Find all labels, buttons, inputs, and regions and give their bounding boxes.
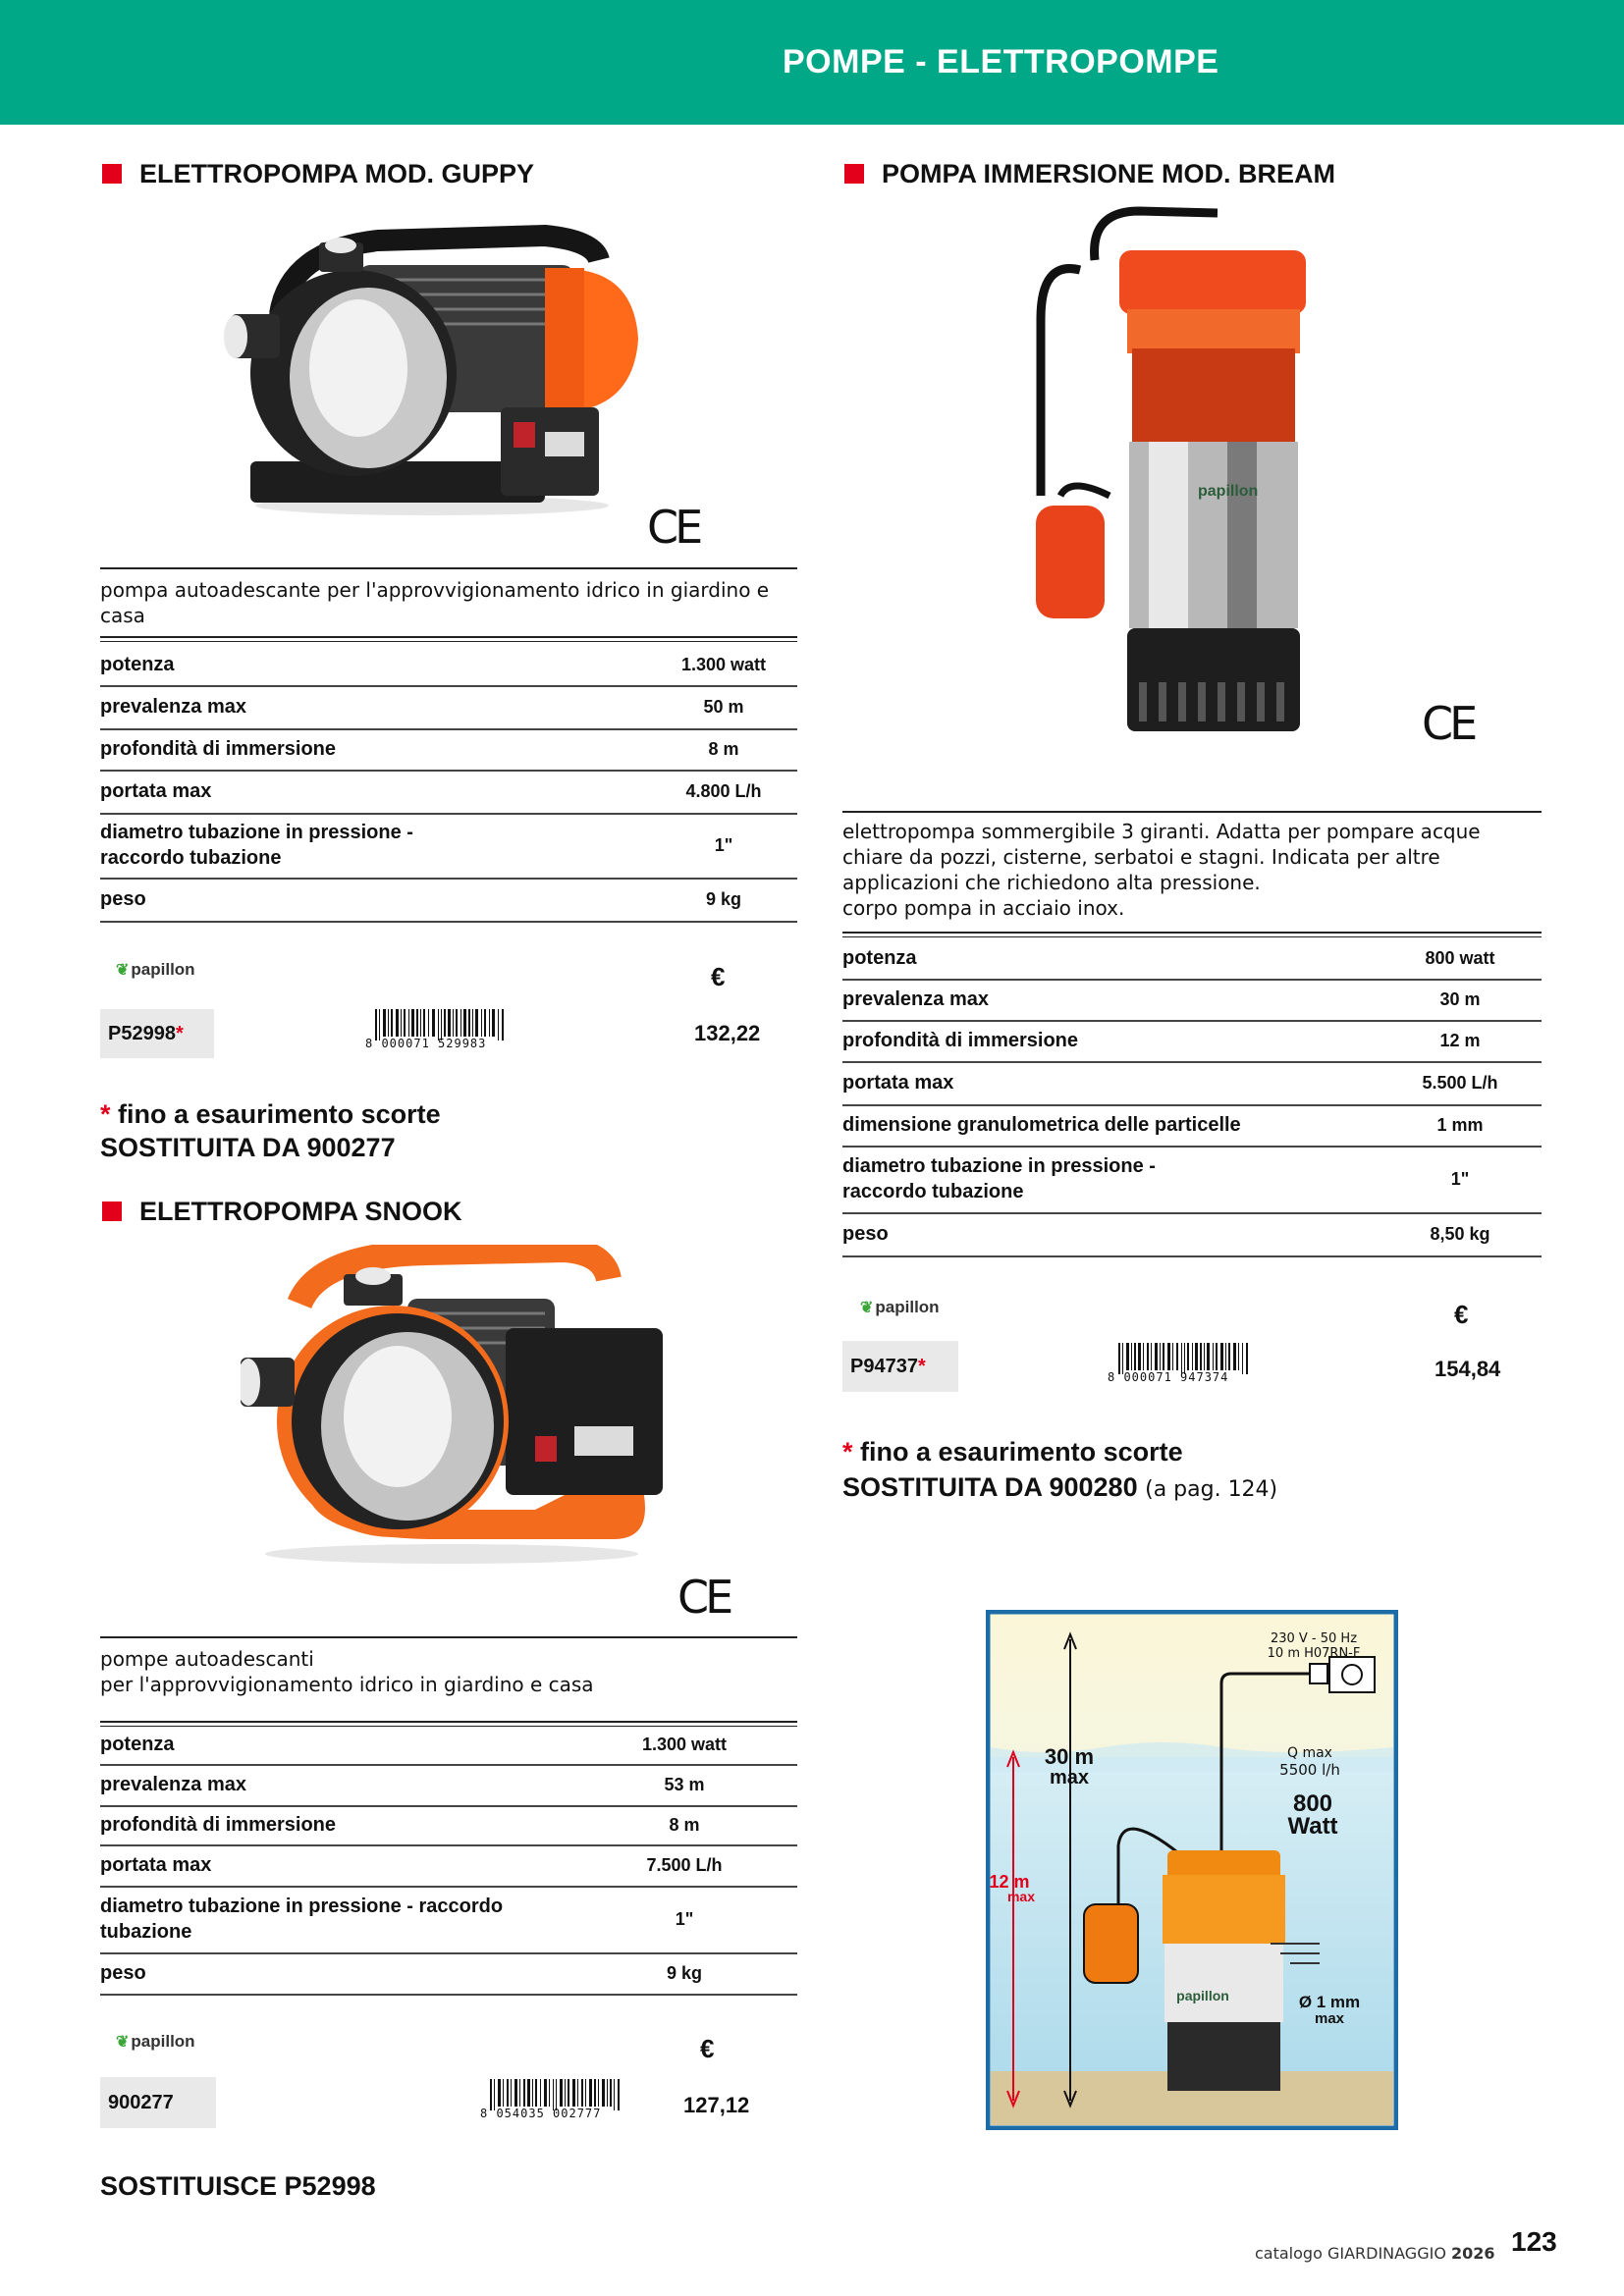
- replacement-note: [842, 1470, 1277, 1507]
- spec-row: [100, 878, 797, 923]
- depth-sub-label: max: [1006, 1889, 1036, 1904]
- spec-label: portata max: [100, 780, 212, 802]
- spec-value: 1": [675, 1908, 694, 1929]
- leaf-icon: ❦: [116, 962, 130, 979]
- catalog-prefix: catalogo: [1255, 2244, 1323, 2263]
- spec-value: 7.500 L/h: [646, 1854, 723, 1875]
- particle-label: Ø 1 mm: [1298, 1993, 1361, 2011]
- flow-label: Q max: [1287, 1745, 1332, 1761]
- spec-label: diametro tubazione in pressione - raccordo tubazione: [100, 1896, 504, 1943]
- spec-row: [100, 813, 797, 880]
- spec-label: diametro tubazione in pressione - raccordo tubazione: [842, 1155, 1156, 1202]
- spec-row: [842, 1104, 1542, 1148]
- watt-unit: Watt: [1287, 1813, 1338, 1840]
- barcode-number: 8 000071 529983: [365, 1037, 487, 1050]
- spec-value: 50 m: [703, 696, 744, 717]
- product-code: [100, 1009, 214, 1058]
- spec-value: 1": [714, 834, 733, 855]
- page-title: POMPE - ELETTROPOMPE: [783, 43, 1219, 80]
- code-star: *: [175, 1022, 184, 1044]
- particle-sub-label: max: [1314, 2010, 1345, 2027]
- spec-label: profondità di immersione: [842, 1030, 1079, 1051]
- spec-row: [100, 1886, 797, 1954]
- spec-row: [842, 1212, 1542, 1257]
- price: 132,22: [694, 1021, 761, 1045]
- catalog-year: 2026: [1451, 2244, 1495, 2263]
- ce-mark: CE: [677, 1571, 731, 1624]
- spec-label: prevalenza max: [842, 988, 989, 1010]
- catalog-name: GIARDINAGGIO: [1326, 2244, 1446, 2263]
- spec-row: [842, 937, 1542, 981]
- code-text: P52998: [108, 1022, 176, 1044]
- spec-label: diametro tubazione in pressione - raccordo tubazione: [100, 822, 413, 869]
- snook-pump-image: [241, 1245, 673, 1569]
- spec-value: 1.300 watt: [680, 654, 767, 674]
- note-text: SOSTITUITA DA 900280: [842, 1472, 1138, 1502]
- ce-mark: CE: [647, 501, 700, 554]
- bream-title: POMPA IMMERSIONE MOD. BREAM: [882, 159, 1336, 188]
- description-line: corpo pompa in acciaio inox.: [842, 896, 1125, 920]
- spec-value: 800 watt: [1425, 947, 1495, 968]
- guppy-description: pompa autoadescante per l'approvvigionamento idrico in giardino e casa: [100, 578, 770, 627]
- description-line: elettropompa sommergibile 3 giranti. Adatta per pompare acque chiare da pozzi, cisterne, serbatoi e stagni. Indicata per altre applicazioni che richiedono alta pressione.: [842, 820, 1481, 894]
- power-label: 230 V - 50 Hz: [1270, 1631, 1358, 1646]
- spec-label: profondità di immersione: [100, 738, 337, 760]
- replacement-note: SOSTITUITA DA 900277: [100, 1133, 396, 1162]
- note-text: fino a esaurimento scorte: [118, 1099, 441, 1129]
- euro-symbol: €: [1454, 1300, 1469, 1329]
- svg-text:papillon: papillon: [1198, 483, 1259, 500]
- spec-label: portata max: [100, 1854, 212, 1876]
- divider: [100, 1636, 797, 1638]
- page-reference: (a pag. 124): [1145, 1477, 1278, 1502]
- spec-value: 8 m: [708, 738, 739, 759]
- spec-row: [100, 1725, 797, 1766]
- spec-value: 4.800 L/h: [685, 780, 762, 801]
- flow-value: 5500 l/h: [1279, 1761, 1340, 1779]
- section-marker: [102, 164, 122, 184]
- ce-mark: CE: [1422, 697, 1475, 750]
- bream-pump-image: [1001, 201, 1326, 780]
- euro-symbol: €: [711, 962, 726, 991]
- spec-label: prevalenza max: [100, 1774, 246, 1795]
- spec-label: peso: [842, 1223, 889, 1245]
- guppy-title: ELETTROPOMPA MOD. GUPPY: [139, 159, 535, 188]
- leaf-icon: ❦: [860, 1300, 874, 1316]
- spec-row: [100, 685, 797, 730]
- note-star: *: [100, 1099, 111, 1129]
- divider: [100, 636, 797, 642]
- spec-row: [100, 644, 797, 687]
- spec-row: [100, 1844, 797, 1888]
- availability-note: [842, 1435, 1183, 1468]
- note-star: *: [842, 1437, 853, 1467]
- spec-label: potenza: [100, 654, 175, 675]
- spec-row: [842, 1146, 1542, 1214]
- spec-label: profondità di immersione: [100, 1814, 337, 1836]
- spec-row: [100, 1952, 797, 1996]
- spec-row: [842, 1020, 1542, 1063]
- section-marker: [102, 1201, 122, 1221]
- spec-value: 8 m: [669, 1814, 700, 1835]
- description-line: per l'approvvigionamento idrico in giardino e casa: [100, 1673, 594, 1696]
- diagram-brand: papillon: [1176, 1988, 1229, 2003]
- spec-label: potenza: [100, 1734, 175, 1755]
- price: 127,12: [683, 2093, 750, 2117]
- spec-label: potenza: [842, 947, 917, 969]
- spec-value: 1.300 watt: [641, 1734, 728, 1754]
- catalog-label: [1255, 2244, 1495, 2263]
- leaf-icon: ❦: [116, 2034, 130, 2051]
- spec-row: [100, 1764, 797, 1807]
- barcode-number: 8 054035 002777: [480, 2107, 602, 2120]
- spec-label: dimensione granulometrica delle particelle: [842, 1114, 1241, 1136]
- spec-value: 5.500 L/h: [1422, 1072, 1498, 1093]
- brand-name: papillon: [131, 2032, 195, 2051]
- brand-name: papillon: [875, 1298, 940, 1316]
- spec-row: [100, 770, 797, 815]
- replacement-note: SOSTITUISCE P52998: [100, 2171, 376, 2201]
- code-text: P94737: [850, 1355, 918, 1377]
- section-marker: [844, 164, 864, 184]
- spec-value: 9 kg: [705, 888, 742, 909]
- guppy-pump-image: [221, 221, 653, 520]
- spec-label: prevalenza max: [100, 696, 246, 718]
- spec-value: 30 m: [1439, 988, 1481, 1009]
- head-sub-label: max: [1049, 1767, 1090, 1789]
- product-code: [100, 2077, 216, 2128]
- page-number: 123: [1511, 2226, 1557, 2257]
- spec-row: [100, 1805, 797, 1846]
- spec-value: 53 m: [664, 1774, 705, 1794]
- divider: [100, 567, 797, 569]
- availability-note: [100, 1097, 441, 1131]
- brand-logo: [116, 2032, 195, 2052]
- code-star: *: [917, 1355, 926, 1377]
- bream-description: [842, 819, 1530, 921]
- brand-name: papillon: [131, 960, 195, 979]
- spec-label: peso: [100, 1962, 146, 1984]
- installation-diagram: [986, 1610, 1398, 2130]
- spec-label: portata max: [842, 1072, 954, 1094]
- note-text: fino a esaurimento scorte: [860, 1437, 1183, 1467]
- price: 154,84: [1435, 1357, 1501, 1381]
- brand-logo: [860, 1298, 940, 1317]
- spec-label: peso: [100, 888, 146, 910]
- spec-row: [100, 728, 797, 772]
- euro-symbol: €: [700, 2034, 715, 2063]
- spec-row: [842, 1061, 1542, 1106]
- spec-row: [842, 979, 1542, 1022]
- snook-description: [100, 1646, 787, 1697]
- watt-value: 800: [1292, 1790, 1333, 1817]
- spec-value: 1 mm: [1436, 1114, 1484, 1135]
- spec-value: 9 kg: [666, 1962, 703, 1983]
- brand-logo: [116, 960, 195, 980]
- cable-label: 10 m H07RN-F: [1267, 1646, 1361, 1661]
- barcode-number: 8 000071 947374: [1108, 1370, 1229, 1384]
- divider: [842, 811, 1542, 813]
- snook-title: ELETTROPOMPA SNOOK: [139, 1197, 462, 1226]
- spec-value: 1": [1450, 1168, 1470, 1189]
- product-code: [842, 1341, 958, 1392]
- depth-label: 12 m: [989, 1872, 1030, 1892]
- code-text: 900277: [108, 2091, 174, 2113]
- head-label: 30 m: [1044, 1744, 1095, 1769]
- description-line: pompe autoadescanti: [100, 1647, 314, 1671]
- spec-value: 8,50 kg: [1430, 1223, 1490, 1244]
- spec-value: 12 m: [1439, 1030, 1481, 1050]
